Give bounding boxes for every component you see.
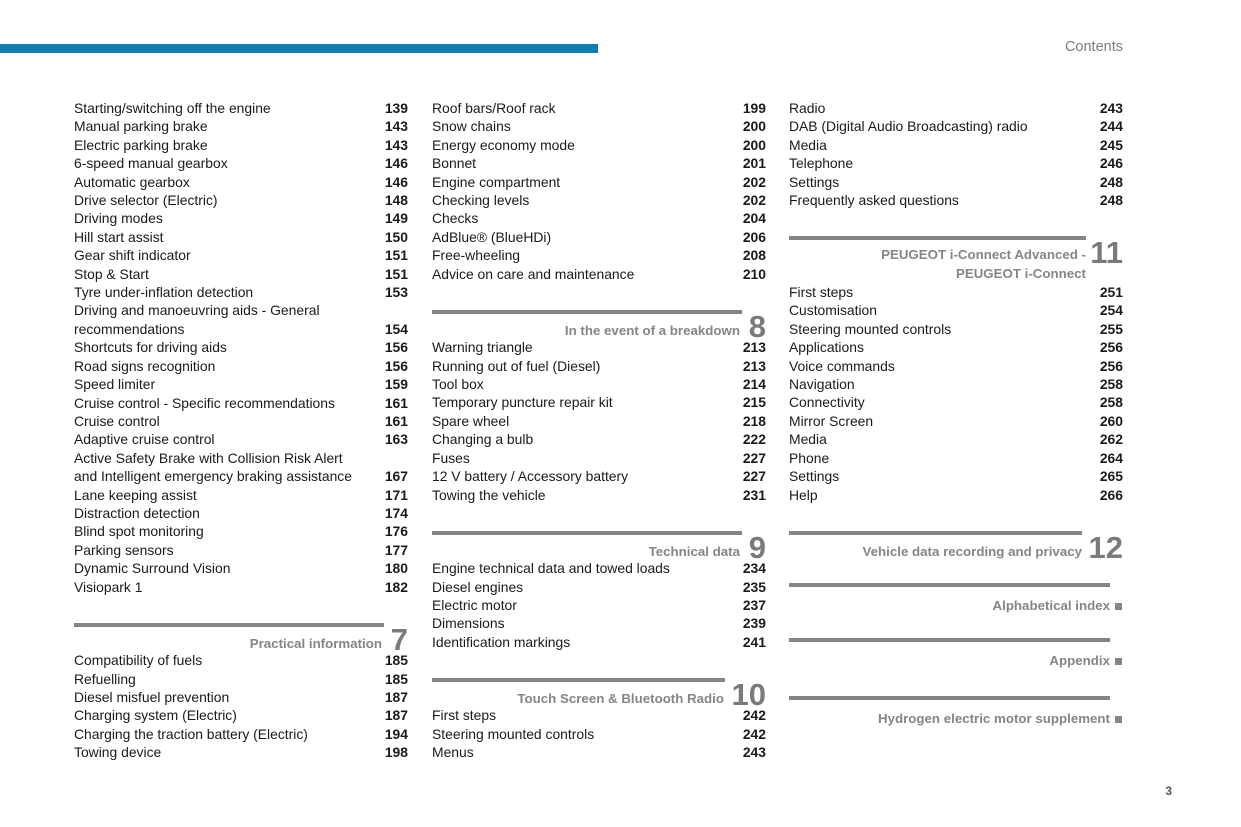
- toc-entry[interactable]: [74, 209, 408, 227]
- entry-title: Shortcuts for driving aids: [74, 339, 227, 356]
- entry-title: Media: [789, 431, 827, 448]
- entry-page-number: 139: [384, 100, 408, 116]
- entry-title: Adaptive cruise control: [74, 431, 215, 448]
- section-number: 12: [1088, 529, 1123, 565]
- entry-title: 12 V battery / Accessory battery: [432, 468, 629, 485]
- toc-entry[interactable]: [789, 449, 1123, 467]
- entry-title: Hill start assist: [74, 228, 164, 245]
- entry-page-number: 198: [384, 744, 408, 761]
- entry-page-number: 153: [384, 284, 408, 301]
- section-number: 8: [748, 308, 766, 344]
- toc-entry[interactable]: [432, 430, 766, 448]
- entry-title: Customisation: [789, 302, 878, 319]
- page-number: 3: [1165, 784, 1172, 798]
- toc-entry[interactable]: [789, 375, 1123, 393]
- entry-page-number: 200: [742, 118, 766, 135]
- entry-page-number: 156: [384, 357, 408, 374]
- toc-entry[interactable]: [74, 338, 408, 356]
- header-accent-bar: [0, 44, 598, 53]
- entry-title: Stop & Start: [74, 265, 149, 282]
- section-label: Technical data: [648, 543, 740, 559]
- toc-entry[interactable]: [432, 191, 766, 209]
- section-header-hydrogen-supplement[interactable]: [789, 709, 1123, 727]
- entry-title: Media: [789, 136, 827, 153]
- entry-page-number: 237: [742, 596, 766, 613]
- entry-title: Road signs recognition: [74, 357, 216, 374]
- toc-entry[interactable]: [74, 136, 408, 154]
- entry-title: Steering mounted controls: [789, 320, 952, 337]
- entry-page-number: 177: [384, 541, 408, 558]
- contents-column-3: [789, 99, 1123, 727]
- section-header-peugeot-i-connect[interactable]: [789, 235, 1123, 283]
- entry-title: Telephone: [789, 155, 854, 172]
- entry-page-number: 242: [742, 707, 766, 724]
- toc-entry[interactable]: [74, 117, 408, 135]
- entry-list: [74, 99, 408, 596]
- toc-entry[interactable]: [74, 449, 408, 467]
- entry-title: Towing the vehicle: [432, 486, 546, 503]
- entry-title: 6-speed manual gearbox: [74, 155, 228, 172]
- entry-page-number: 234: [742, 560, 766, 577]
- entry-title: Help: [789, 486, 818, 503]
- entry-title: Steering mounted controls: [432, 725, 595, 742]
- toc-entry[interactable]: [432, 375, 766, 393]
- toc-entry[interactable]: [432, 743, 766, 761]
- toc-entry[interactable]: [74, 688, 408, 706]
- section-header-touch-screen-radio[interactable]: [432, 676, 766, 712]
- toc-entry[interactable]: [789, 393, 1123, 411]
- entry-title: Settings: [789, 173, 840, 190]
- entry-title: and Intelligent emergency braking assistance: [74, 468, 352, 485]
- entry-page-number: 214: [742, 376, 766, 393]
- toc-entry[interactable]: [74, 578, 408, 596]
- entry-title: Automatic gearbox: [74, 173, 190, 190]
- entry-page-number: 182: [384, 578, 408, 595]
- entry-title: Electric motor: [432, 596, 517, 613]
- toc-entry[interactable]: [432, 209, 766, 227]
- toc-entry[interactable]: [74, 559, 408, 577]
- toc-entry[interactable]: [74, 191, 408, 209]
- entry-title: Active Safety Brake with Collision Risk Alert: [74, 449, 343, 466]
- section-label: In the event of a breakdown: [564, 322, 740, 338]
- section-number: 11: [1090, 235, 1123, 271]
- entry-page-number: 202: [742, 173, 766, 190]
- toc-entry[interactable]: [432, 596, 766, 614]
- entry-title: Temporary puncture repair kit: [432, 394, 613, 411]
- entry-title: Frequently asked questions: [789, 192, 959, 209]
- entry-page-number: 258: [1099, 376, 1123, 393]
- toc-entry[interactable]: [432, 154, 766, 172]
- entry-list: [789, 283, 1123, 504]
- entry-title: Warning triangle: [432, 339, 533, 356]
- entry-page-number: 174: [384, 504, 408, 521]
- entry-page-number: 161: [384, 394, 408, 411]
- section-header-appendix[interactable]: [789, 651, 1123, 669]
- entry-page-number: 246: [1099, 155, 1123, 172]
- toc-entry[interactable]: [74, 504, 408, 522]
- entry-title: Distraction detection: [74, 504, 200, 521]
- entry-title: Driving and manoeuvring aids - General: [74, 302, 320, 319]
- entry-page-number: 254: [1099, 302, 1123, 319]
- entry-title: First steps: [432, 707, 497, 724]
- toc-entry[interactable]: [432, 246, 766, 264]
- toc-entry[interactable]: [74, 541, 408, 559]
- entry-page-number: 213: [742, 357, 766, 374]
- toc-entry[interactable]: [74, 651, 408, 669]
- toc-entry[interactable]: [432, 633, 766, 651]
- entry-page-number: 146: [384, 155, 408, 172]
- entry-page-number: 151: [384, 247, 408, 264]
- toc-entry[interactable]: [432, 706, 766, 724]
- toc-entry[interactable]: [432, 99, 766, 117]
- entry-page-number: 185: [384, 652, 408, 669]
- toc-entry[interactable]: [789, 338, 1123, 356]
- toc-entry[interactable]: [789, 486, 1123, 504]
- entry-title: Voice commands: [789, 357, 895, 374]
- toc-entry[interactable]: [789, 191, 1123, 209]
- toc-entry[interactable]: [789, 154, 1123, 172]
- entry-page-number: 265: [1099, 468, 1123, 485]
- entry-page-number: 256: [1099, 339, 1123, 356]
- toc-entry[interactable]: [432, 412, 766, 430]
- entry-page-number: 146: [384, 173, 408, 190]
- toc-entry[interactable]: [74, 375, 408, 393]
- entry-page-number: 201: [742, 155, 766, 172]
- toc-entry[interactable]: [74, 154, 408, 172]
- entry-page-number: 156: [384, 339, 408, 356]
- toc-entry[interactable]: [74, 467, 408, 485]
- toc-entry[interactable]: [74, 320, 408, 338]
- section-rule: [432, 531, 742, 535]
- section-header-practical-information[interactable]: [74, 621, 408, 657]
- section-rule: [432, 310, 742, 314]
- section-number: 10: [731, 676, 766, 712]
- entry-title: Mirror Screen: [789, 412, 874, 429]
- entry-page-number: 222: [742, 431, 766, 448]
- entry-title: Identification markings: [432, 633, 571, 650]
- entry-title: Navigation: [789, 376, 855, 393]
- entry-title: Spare wheel: [432, 412, 510, 429]
- entry-title: Checks: [432, 210, 479, 227]
- toc-entry[interactable]: [789, 467, 1123, 485]
- toc-entry[interactable]: [432, 265, 766, 283]
- toc-entry[interactable]: [74, 430, 408, 448]
- square-bullet-icon: [1115, 716, 1122, 723]
- toc-entry[interactable]: [74, 173, 408, 191]
- entry-title: Dynamic Surround Vision: [74, 560, 231, 577]
- entry-title: Snow chains: [432, 118, 511, 135]
- section-label: Hydrogen electric motor supplement: [877, 710, 1110, 726]
- section-header-alphabetical-index[interactable]: [789, 596, 1123, 614]
- entry-list: [789, 99, 1123, 209]
- entry-page-number: 171: [384, 486, 408, 503]
- entry-title: Parking sensors: [74, 541, 174, 558]
- entry-title: Tyre under-inflation detection: [74, 284, 254, 301]
- entry-title: Refuelling: [74, 670, 136, 687]
- toc-entry[interactable]: [74, 228, 408, 246]
- entry-title: Compatibility of fuels: [74, 652, 203, 669]
- entry-title: AdBlue® (BlueHDi): [432, 228, 552, 245]
- entry-title: Engine compartment: [432, 173, 561, 190]
- entry-page-number: 150: [384, 228, 408, 245]
- entry-title: Changing a bulb: [432, 431, 534, 448]
- section-rule: [789, 638, 1110, 642]
- entry-page-number: 231: [742, 486, 766, 503]
- entry-page-number: 149: [384, 210, 408, 227]
- entry-page-number: 260: [1099, 412, 1123, 429]
- section-label: Practical information: [249, 635, 382, 651]
- entry-title: Energy economy mode: [432, 136, 575, 153]
- toc-entry[interactable]: [789, 357, 1123, 375]
- entry-title: First steps: [789, 284, 854, 301]
- entry-page-number: 256: [1099, 357, 1123, 374]
- toc-entry[interactable]: [432, 467, 766, 485]
- entry-page-number: 266: [1099, 486, 1123, 503]
- entry-title: Settings: [789, 468, 840, 485]
- entry-title: Cruise control: [74, 412, 160, 429]
- entry-page-number: 204: [742, 210, 766, 227]
- entry-title: Gear shift indicator: [74, 247, 191, 264]
- entry-title: Diesel engines: [432, 578, 524, 595]
- entry-title: Speed limiter: [74, 376, 156, 393]
- toc-entry[interactable]: [74, 301, 408, 319]
- entry-title: Cruise control - Specific recommendations: [74, 394, 335, 411]
- entry-page-number: 199: [742, 100, 766, 116]
- entry-page-number: 239: [742, 615, 766, 632]
- entry-title: Connectivity: [789, 394, 865, 411]
- section-label: Appendix: [1049, 653, 1110, 669]
- entry-title: recommendations: [74, 320, 185, 337]
- toc-entry[interactable]: [74, 486, 408, 504]
- entry-page-number: 185: [384, 670, 408, 687]
- toc-entry[interactable]: [432, 357, 766, 375]
- section-number: 9: [748, 529, 766, 565]
- toc-entry[interactable]: [789, 173, 1123, 191]
- entry-title: Electric parking brake: [74, 136, 208, 153]
- toc-entry[interactable]: [432, 614, 766, 632]
- entry-title: Bonnet: [432, 155, 477, 172]
- section-header-vehicle-data[interactable]: [789, 529, 1123, 565]
- toc-entry[interactable]: [789, 136, 1123, 154]
- entry-title: Advice on care and maintenance: [432, 265, 635, 282]
- entry-page-number: 200: [742, 136, 766, 153]
- entry-title: Lane keeping assist: [74, 486, 197, 503]
- toc-entry[interactable]: [432, 136, 766, 154]
- section-rule: [789, 531, 1082, 535]
- entry-title: Menus: [432, 744, 474, 761]
- entry-page-number: 159: [384, 376, 408, 393]
- entry-page-number: 202: [742, 192, 766, 209]
- toc-entry[interactable]: [432, 725, 766, 743]
- entry-title: Roof bars/Roof rack: [432, 100, 556, 116]
- entry-page-number: 143: [384, 136, 408, 153]
- entry-page-number: 208: [742, 247, 766, 264]
- toc-entry[interactable]: [789, 301, 1123, 319]
- entry-page-number: 227: [742, 468, 766, 485]
- entry-page-number: 235: [742, 578, 766, 595]
- entry-page-number: 187: [384, 688, 408, 705]
- entry-page-number: 262: [1099, 431, 1123, 448]
- section-rule: [789, 583, 1110, 587]
- entry-page-number: 176: [384, 523, 408, 540]
- section-header-technical-data[interactable]: [432, 529, 766, 565]
- entry-title: Fuses: [432, 449, 470, 466]
- contents-column-1: [74, 99, 408, 762]
- square-bullet-icon: [1115, 603, 1122, 610]
- entry-page-number: 258: [1099, 394, 1123, 411]
- section-label: Vehicle data recording and privacy: [862, 543, 1082, 559]
- entry-list: [74, 651, 408, 761]
- section-number: 7: [390, 621, 408, 657]
- entry-title: DAB (Digital Audio Broadcasting) radio: [789, 118, 1028, 135]
- entry-list: [432, 706, 766, 761]
- entry-page-number: 213: [742, 339, 766, 356]
- entry-title: Driving modes: [74, 210, 163, 227]
- entry-title: Tool box: [432, 376, 484, 393]
- entry-page-number: 194: [384, 725, 408, 742]
- section-label-line-1: PEUGEOT i-Connect Advanced -: [881, 247, 1086, 263]
- toc-entry[interactable]: [74, 394, 408, 412]
- entry-page-number: 243: [742, 744, 766, 761]
- section-header-breakdown[interactable]: [432, 308, 766, 344]
- entry-title: Applications: [789, 339, 864, 356]
- entry-title: Starting/switching off the engine: [74, 100, 271, 116]
- toc-entry[interactable]: [74, 706, 408, 724]
- entry-page-number: 151: [384, 265, 408, 282]
- entry-title: Diesel misfuel prevention: [74, 688, 230, 705]
- entry-page-number: 210: [742, 265, 766, 282]
- entry-title: Engine technical data and towed loads: [432, 560, 670, 577]
- section-rule: [432, 678, 725, 682]
- toc-entry[interactable]: [789, 283, 1123, 301]
- entry-page-number: 163: [384, 431, 408, 448]
- toc-entry[interactable]: [789, 99, 1123, 117]
- entry-page-number: 255: [1099, 320, 1123, 337]
- toc-entry[interactable]: [789, 430, 1123, 448]
- section-rule: [74, 623, 384, 627]
- toc-entry[interactable]: [432, 486, 766, 504]
- toc-entry[interactable]: [74, 522, 408, 540]
- entry-page-number: 143: [384, 118, 408, 135]
- entry-page-number: 167: [384, 468, 408, 485]
- section-rule: [789, 236, 1086, 240]
- section-label: [881, 246, 1086, 283]
- toc-entry[interactable]: [432, 173, 766, 191]
- toc-entry[interactable]: [74, 265, 408, 283]
- entry-title: Drive selector (Electric): [74, 192, 218, 209]
- entry-title: Charging system (Electric): [74, 707, 237, 724]
- section-label: Alphabetical index: [992, 597, 1110, 613]
- entry-page-number: 264: [1099, 449, 1123, 466]
- toc-entry[interactable]: [432, 393, 766, 411]
- entry-page-number: 187: [384, 707, 408, 724]
- entry-title: Free-wheeling: [432, 247, 521, 264]
- entry-title: Blind spot monitoring: [74, 523, 204, 540]
- toc-entry[interactable]: [74, 357, 408, 375]
- entry-title: Dimensions: [432, 615, 505, 632]
- contents-column-2: [432, 99, 766, 762]
- entry-page-number: 180: [384, 560, 408, 577]
- toc-entry[interactable]: [74, 670, 408, 688]
- entry-page-number: 215: [742, 394, 766, 411]
- entry-page-number: 206: [742, 228, 766, 245]
- entry-list: [432, 99, 766, 283]
- square-bullet-icon: [1115, 658, 1122, 665]
- entry-title: Checking levels: [432, 192, 530, 209]
- toc-entry[interactable]: [432, 117, 766, 135]
- entry-list: [432, 338, 766, 504]
- toc-entry[interactable]: [74, 743, 408, 761]
- toc-entry[interactable]: [432, 578, 766, 596]
- entry-page-number: 227: [742, 449, 766, 466]
- toc-entry[interactable]: [74, 412, 408, 430]
- toc-entry[interactable]: [432, 559, 766, 577]
- entry-title: Charging the traction battery (Electric): [74, 725, 308, 742]
- entry-page-number: 218: [742, 412, 766, 429]
- entry-title: Phone: [789, 449, 830, 466]
- toc-entry[interactable]: [74, 283, 408, 301]
- section-label: Touch Screen & Bluetooth Radio: [517, 690, 724, 706]
- section-label-line-2: PEUGEOT i-Connect: [955, 265, 1086, 281]
- entry-page-number: 161: [384, 412, 408, 429]
- entry-title: Radio: [789, 100, 826, 116]
- entry-page-number: 241: [742, 633, 766, 650]
- entry-page-number: 148: [384, 192, 408, 209]
- entry-title: Manual parking brake: [74, 118, 208, 135]
- toc-entry[interactable]: [789, 412, 1123, 430]
- toc-entry[interactable]: [432, 228, 766, 246]
- entry-page-number: 248: [1099, 173, 1123, 190]
- entry-page-number: 251: [1099, 284, 1123, 301]
- entry-title: Running out of fuel (Diesel): [432, 357, 601, 374]
- toc-entry[interactable]: [74, 99, 408, 117]
- entry-page-number: 243: [1099, 100, 1123, 116]
- entry-page-number: 245: [1099, 136, 1123, 153]
- entry-page-number: 244: [1099, 118, 1123, 135]
- page-title: Contents: [1064, 39, 1123, 55]
- toc-entry[interactable]: [74, 246, 408, 264]
- toc-entry[interactable]: [789, 117, 1123, 135]
- entry-page-number: 154: [384, 320, 408, 337]
- toc-entry[interactable]: [432, 449, 766, 467]
- toc-entry[interactable]: [789, 320, 1123, 338]
- entry-page-number: 242: [742, 725, 766, 742]
- section-rule: [789, 696, 1110, 700]
- entry-page-number: 248: [1099, 192, 1123, 209]
- entry-title: Towing device: [74, 744, 162, 761]
- toc-entry[interactable]: [432, 338, 766, 356]
- toc-entry[interactable]: [74, 725, 408, 743]
- entry-title: Visiopark 1: [74, 578, 143, 595]
- entry-list: [432, 559, 766, 651]
